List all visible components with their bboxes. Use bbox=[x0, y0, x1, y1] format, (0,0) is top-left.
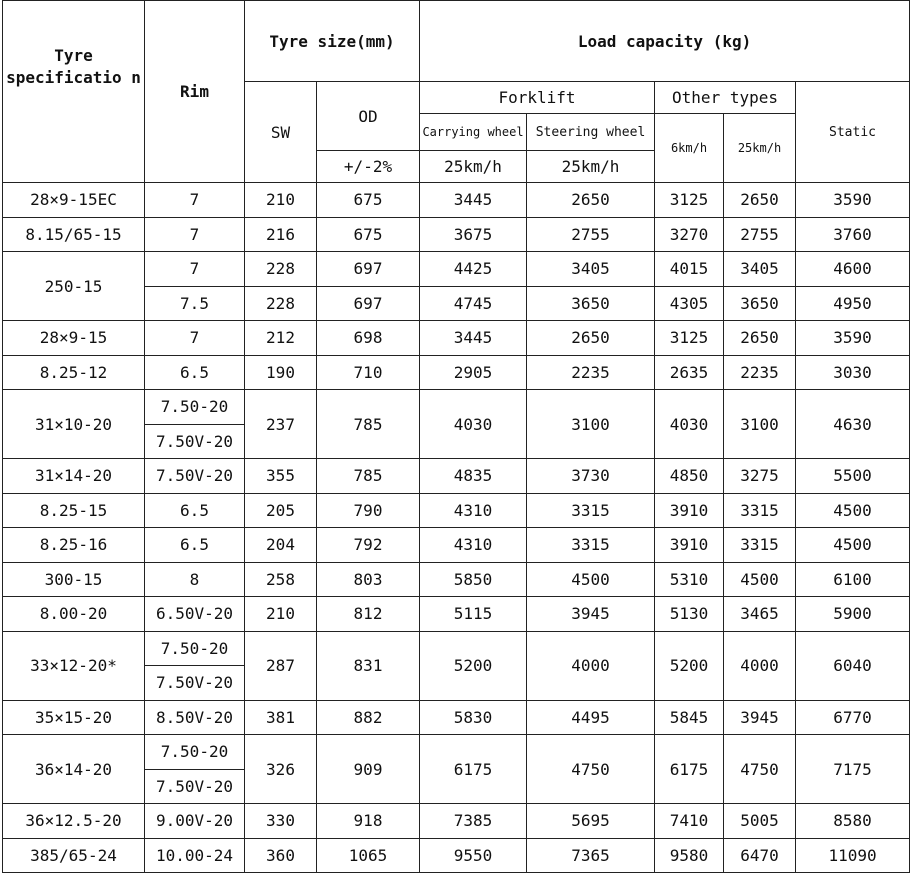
cell-steering: 2650 bbox=[527, 321, 655, 356]
cell-sw: 210 bbox=[245, 183, 317, 218]
cell-carrying: 7385 bbox=[420, 804, 527, 839]
table-row bbox=[3, 252, 910, 287]
cell-steering: 3730 bbox=[527, 459, 655, 494]
cell-other-6kmh: 3910 bbox=[655, 493, 724, 528]
cell-sw: 228 bbox=[245, 252, 317, 287]
cell-rim: 7.50-20 bbox=[145, 631, 245, 666]
cell-od: 697 bbox=[317, 252, 420, 287]
cell-rim: 8.50V-20 bbox=[145, 700, 245, 735]
header-forklift: Forklift bbox=[420, 82, 655, 114]
header-od-tolerance: +/-2% bbox=[317, 151, 420, 183]
cell-other-25kmh: 5005 bbox=[724, 804, 796, 839]
cell-od: 918 bbox=[317, 804, 420, 839]
cell-sw: 360 bbox=[245, 838, 317, 873]
cell-sw: 258 bbox=[245, 562, 317, 597]
header-od: OD bbox=[317, 82, 420, 151]
table-row bbox=[3, 700, 910, 735]
cell-other-6kmh: 3270 bbox=[655, 217, 724, 252]
cell-rim: 6.5 bbox=[145, 528, 245, 563]
table-row bbox=[3, 183, 910, 218]
cell-other-25kmh: 4500 bbox=[724, 562, 796, 597]
table-row bbox=[3, 390, 910, 425]
cell-od: 710 bbox=[317, 355, 420, 390]
header-speed-6: 6km/h bbox=[655, 114, 724, 183]
cell-static: 6770 bbox=[796, 700, 910, 735]
cell-carrying: 5200 bbox=[420, 631, 527, 700]
table-row bbox=[3, 355, 910, 390]
header-steering-wheel: Steering wheel bbox=[527, 114, 655, 151]
header-rim: Rim bbox=[145, 1, 245, 183]
cell-other-25kmh: 3650 bbox=[724, 286, 796, 321]
cell-rim: 7 bbox=[145, 321, 245, 356]
cell-rim: 6.5 bbox=[145, 493, 245, 528]
cell-sw: 326 bbox=[245, 735, 317, 804]
cell-carrying: 5115 bbox=[420, 597, 527, 632]
table-row bbox=[3, 735, 910, 770]
cell-static: 3590 bbox=[796, 321, 910, 356]
cell-od: 785 bbox=[317, 459, 420, 494]
cell-od: 697 bbox=[317, 286, 420, 321]
cell-other-25kmh: 6470 bbox=[724, 838, 796, 873]
cell-sw: 237 bbox=[245, 390, 317, 459]
cell-rim: 7 bbox=[145, 252, 245, 287]
header-static: Static bbox=[796, 82, 910, 183]
cell-static: 5900 bbox=[796, 597, 910, 632]
cell-rim: 10.00-24 bbox=[145, 838, 245, 873]
cell-rim: 6.5 bbox=[145, 355, 245, 390]
cell-steering: 5695 bbox=[527, 804, 655, 839]
cell-tyre-spec: 35×15-20 bbox=[3, 700, 145, 735]
cell-od: 812 bbox=[317, 597, 420, 632]
table-row bbox=[3, 631, 910, 666]
table-row bbox=[3, 321, 910, 356]
cell-tyre-spec: 8.25-16 bbox=[3, 528, 145, 563]
table-row bbox=[3, 804, 910, 839]
table-row bbox=[3, 459, 910, 494]
cell-carrying: 5830 bbox=[420, 700, 527, 735]
cell-other-6kmh: 2635 bbox=[655, 355, 724, 390]
cell-static: 11090 bbox=[796, 838, 910, 873]
cell-od: 803 bbox=[317, 562, 420, 597]
cell-static: 6100 bbox=[796, 562, 910, 597]
cell-static: 4500 bbox=[796, 493, 910, 528]
cell-static: 8580 bbox=[796, 804, 910, 839]
cell-steering: 4495 bbox=[527, 700, 655, 735]
cell-static: 3030 bbox=[796, 355, 910, 390]
table-header bbox=[3, 1, 910, 183]
cell-tyre-spec: 36×14-20 bbox=[3, 735, 145, 804]
cell-tyre-spec: 8.25-12 bbox=[3, 355, 145, 390]
cell-other-6kmh: 5130 bbox=[655, 597, 724, 632]
cell-rim: 7 bbox=[145, 217, 245, 252]
cell-steering: 3405 bbox=[527, 252, 655, 287]
header-carrying-wheel: Carrying wheel bbox=[420, 114, 527, 151]
cell-other-25kmh: 3100 bbox=[724, 390, 796, 459]
cell-other-25kmh: 4000 bbox=[724, 631, 796, 700]
cell-rim: 8 bbox=[145, 562, 245, 597]
cell-od: 675 bbox=[317, 217, 420, 252]
header-sw: SW bbox=[245, 82, 317, 183]
cell-other-25kmh: 3315 bbox=[724, 493, 796, 528]
cell-od: 831 bbox=[317, 631, 420, 700]
cell-other-6kmh: 5200 bbox=[655, 631, 724, 700]
cell-other-6kmh: 5845 bbox=[655, 700, 724, 735]
cell-od: 698 bbox=[317, 321, 420, 356]
cell-carrying: 4310 bbox=[420, 528, 527, 563]
cell-other-25kmh: 3945 bbox=[724, 700, 796, 735]
cell-sw: 330 bbox=[245, 804, 317, 839]
cell-tyre-spec: 36×12.5-20 bbox=[3, 804, 145, 839]
cell-tyre-spec: 33×12-20* bbox=[3, 631, 145, 700]
cell-steering: 4750 bbox=[527, 735, 655, 804]
cell-od: 790 bbox=[317, 493, 420, 528]
cell-static: 4950 bbox=[796, 286, 910, 321]
cell-steering: 7365 bbox=[527, 838, 655, 873]
cell-other-6kmh: 4305 bbox=[655, 286, 724, 321]
cell-carrying: 4310 bbox=[420, 493, 527, 528]
cell-tyre-spec: 300-15 bbox=[3, 562, 145, 597]
cell-sw: 210 bbox=[245, 597, 317, 632]
cell-carrying: 6175 bbox=[420, 735, 527, 804]
cell-od: 882 bbox=[317, 700, 420, 735]
cell-rim: 6.50V-20 bbox=[145, 597, 245, 632]
cell-sw: 228 bbox=[245, 286, 317, 321]
cell-tyre-spec: 8.15/65-15 bbox=[3, 217, 145, 252]
cell-sw: 355 bbox=[245, 459, 317, 494]
cell-carrying: 4425 bbox=[420, 252, 527, 287]
cell-other-6kmh: 3910 bbox=[655, 528, 724, 563]
header-other-types: Other types bbox=[655, 82, 796, 114]
cell-static: 4500 bbox=[796, 528, 910, 563]
header-load-capacity: Load capacity (kg) bbox=[420, 1, 910, 82]
cell-static: 5500 bbox=[796, 459, 910, 494]
cell-other-25kmh: 2755 bbox=[724, 217, 796, 252]
cell-tyre-spec: 385/65-24 bbox=[3, 838, 145, 873]
cell-sw: 212 bbox=[245, 321, 317, 356]
cell-carrying: 5850 bbox=[420, 562, 527, 597]
cell-static: 4600 bbox=[796, 252, 910, 287]
cell-static: 7175 bbox=[796, 735, 910, 804]
cell-steering: 4000 bbox=[527, 631, 655, 700]
header-tyre-size: Tyre size(mm) bbox=[245, 1, 420, 82]
cell-rim: 7.50V-20 bbox=[145, 769, 245, 804]
cell-tyre-spec: 31×10-20 bbox=[3, 390, 145, 459]
cell-sw: 204 bbox=[245, 528, 317, 563]
cell-sw: 216 bbox=[245, 217, 317, 252]
cell-static: 6040 bbox=[796, 631, 910, 700]
cell-rim: 7.50-20 bbox=[145, 390, 245, 425]
cell-carrying: 4835 bbox=[420, 459, 527, 494]
cell-other-6kmh: 4015 bbox=[655, 252, 724, 287]
cell-steering: 4500 bbox=[527, 562, 655, 597]
cell-steering: 3650 bbox=[527, 286, 655, 321]
cell-sw: 205 bbox=[245, 493, 317, 528]
cell-steering: 3100 bbox=[527, 390, 655, 459]
cell-rim: 7 bbox=[145, 183, 245, 218]
cell-rim: 9.00V-20 bbox=[145, 804, 245, 839]
cell-tyre-spec: 8.00-20 bbox=[3, 597, 145, 632]
table-body bbox=[3, 183, 910, 873]
cell-tyre-spec: 31×14-20 bbox=[3, 459, 145, 494]
cell-static: 3590 bbox=[796, 183, 910, 218]
header-speed-25-other: 25km/h bbox=[724, 114, 796, 183]
cell-carrying: 4030 bbox=[420, 390, 527, 459]
cell-other-6kmh: 3125 bbox=[655, 321, 724, 356]
cell-steering: 3945 bbox=[527, 597, 655, 632]
cell-steering: 2755 bbox=[527, 217, 655, 252]
cell-rim: 7.50V-20 bbox=[145, 424, 245, 459]
cell-other-6kmh: 9580 bbox=[655, 838, 724, 873]
cell-od: 1065 bbox=[317, 838, 420, 873]
cell-tyre-spec: 8.25-15 bbox=[3, 493, 145, 528]
cell-sw: 287 bbox=[245, 631, 317, 700]
cell-carrying: 2905 bbox=[420, 355, 527, 390]
table-row bbox=[3, 597, 910, 632]
cell-other-6kmh: 4030 bbox=[655, 390, 724, 459]
table-row bbox=[3, 838, 910, 873]
cell-tyre-spec: 28×9-15 bbox=[3, 321, 145, 356]
cell-other-6kmh: 7410 bbox=[655, 804, 724, 839]
cell-other-25kmh: 3465 bbox=[724, 597, 796, 632]
table-row bbox=[3, 217, 910, 252]
cell-other-25kmh: 2650 bbox=[724, 321, 796, 356]
cell-steering: 3315 bbox=[527, 493, 655, 528]
cell-static: 4630 bbox=[796, 390, 910, 459]
cell-steering: 3315 bbox=[527, 528, 655, 563]
cell-other-25kmh: 4750 bbox=[724, 735, 796, 804]
cell-other-6kmh: 6175 bbox=[655, 735, 724, 804]
cell-other-6kmh: 4850 bbox=[655, 459, 724, 494]
header-tyre-spec: Tyre specificatio n bbox=[3, 1, 145, 183]
cell-static: 3760 bbox=[796, 217, 910, 252]
header-speed-25-carrying: 25km/h bbox=[420, 151, 527, 183]
cell-tyre-spec: 250-15 bbox=[3, 252, 145, 321]
cell-rim: 7.5 bbox=[145, 286, 245, 321]
table-row bbox=[3, 562, 910, 597]
cell-carrying: 9550 bbox=[420, 838, 527, 873]
cell-carrying: 3675 bbox=[420, 217, 527, 252]
cell-od: 675 bbox=[317, 183, 420, 218]
cell-other-25kmh: 2650 bbox=[724, 183, 796, 218]
cell-od: 785 bbox=[317, 390, 420, 459]
cell-od: 792 bbox=[317, 528, 420, 563]
header-speed-25-steering: 25km/h bbox=[527, 151, 655, 183]
cell-other-25kmh: 2235 bbox=[724, 355, 796, 390]
cell-rim: 7.50V-20 bbox=[145, 666, 245, 701]
cell-rim: 7.50V-20 bbox=[145, 459, 245, 494]
cell-sw: 190 bbox=[245, 355, 317, 390]
cell-tyre-spec: 28×9-15EC bbox=[3, 183, 145, 218]
cell-steering: 2650 bbox=[527, 183, 655, 218]
tyre-load-table bbox=[2, 0, 910, 873]
cell-od: 909 bbox=[317, 735, 420, 804]
cell-carrying: 3445 bbox=[420, 321, 527, 356]
cell-carrying: 3445 bbox=[420, 183, 527, 218]
cell-other-25kmh: 3315 bbox=[724, 528, 796, 563]
cell-other-25kmh: 3405 bbox=[724, 252, 796, 287]
cell-rim: 7.50-20 bbox=[145, 735, 245, 770]
cell-other-25kmh: 3275 bbox=[724, 459, 796, 494]
cell-steering: 2235 bbox=[527, 355, 655, 390]
cell-other-6kmh: 5310 bbox=[655, 562, 724, 597]
cell-other-6kmh: 3125 bbox=[655, 183, 724, 218]
table-row bbox=[3, 493, 910, 528]
cell-sw: 381 bbox=[245, 700, 317, 735]
table-row bbox=[3, 528, 910, 563]
cell-carrying: 4745 bbox=[420, 286, 527, 321]
